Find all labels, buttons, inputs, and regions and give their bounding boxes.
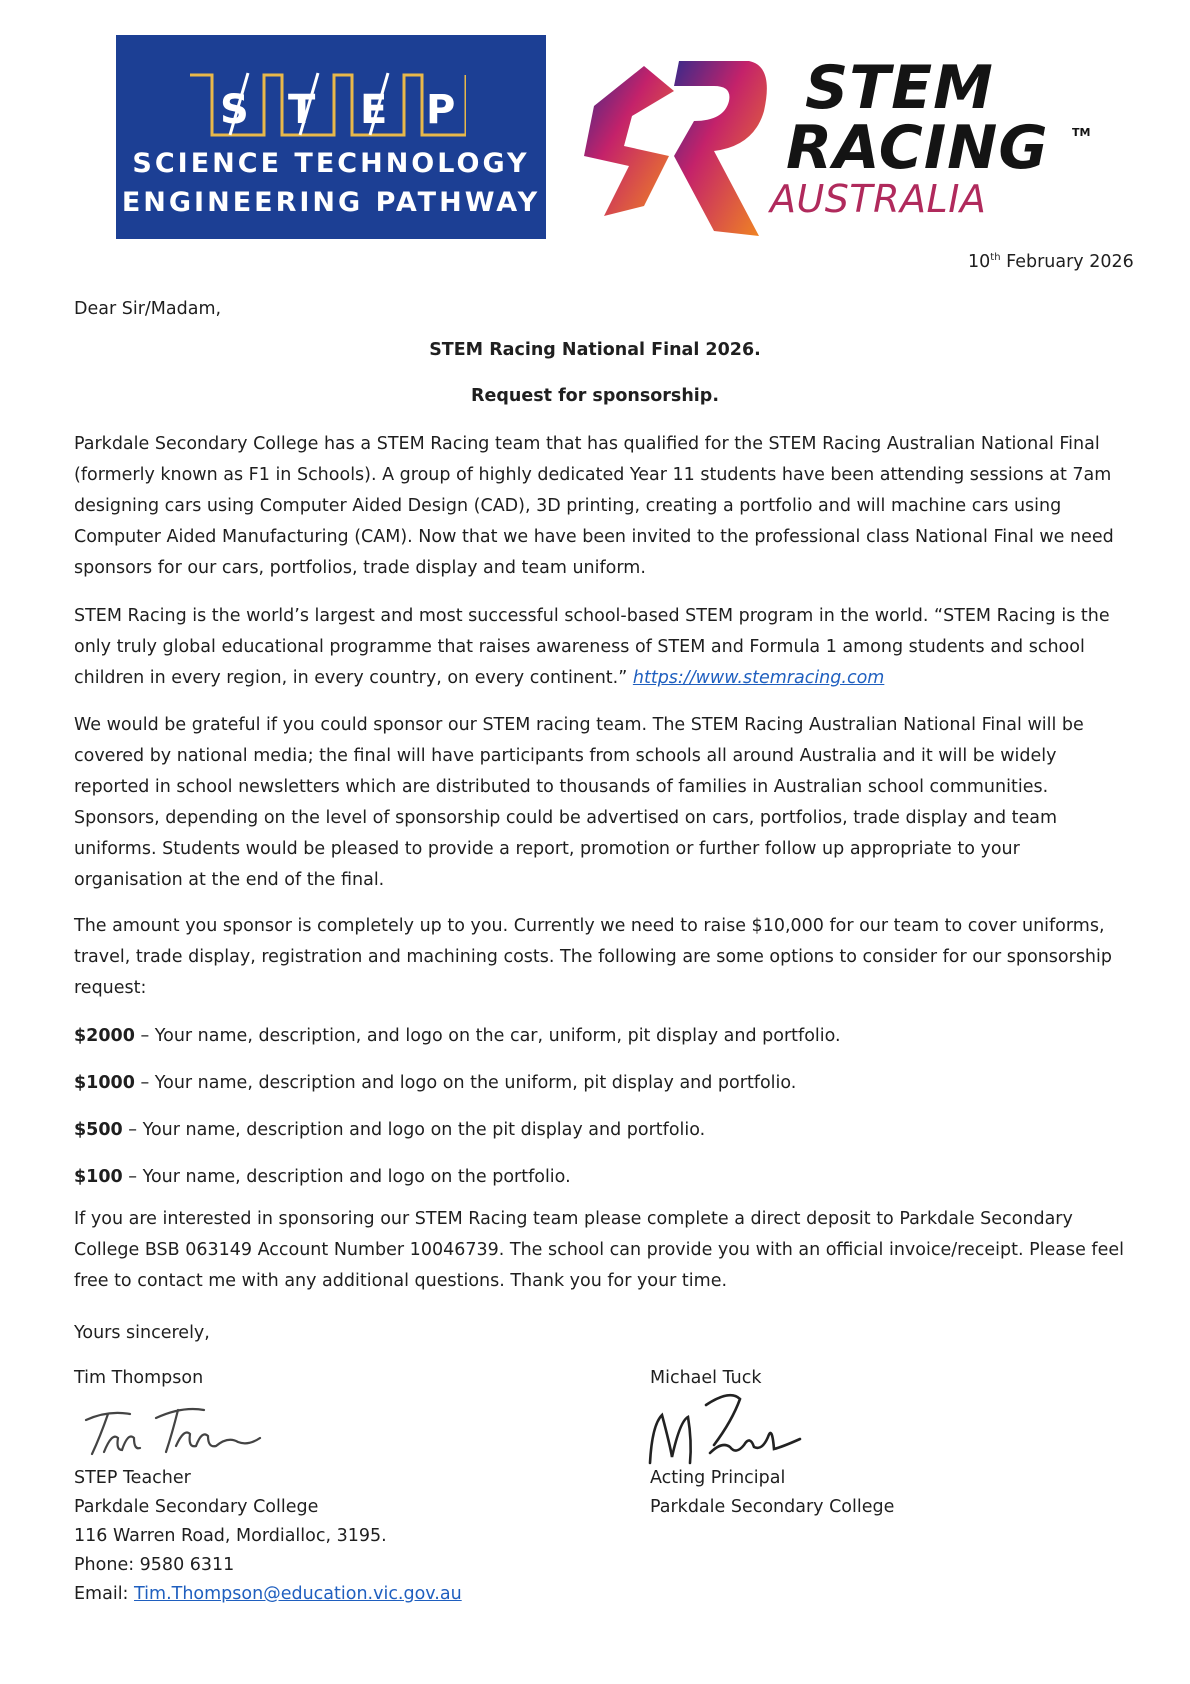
left-address: 116 Warren Road, Mordialloc, 3195. <box>74 1526 387 1546</box>
trademark-mark: TM <box>1072 126 1091 139</box>
option-text: – Your name, description and logo on the pit display and portfolio. <box>122 1120 706 1140</box>
step-letter-e: E <box>360 87 388 133</box>
option-amount: $2000 <box>74 1026 135 1046</box>
letter-title: STEM Racing National Final 2026. <box>429 340 761 360</box>
paragraph-3: We would be grateful if you could sponsor our STEM racing team. The STEM Racing Australian National Final will be covered by national media; the final will have participants from schools all around Australia and it will be widely reported in school newsletters which are distributed to thousands of families in Australian school communities. Sponsors, depending on the level of sponsorship could be advertised on cars, portfolios, trade display and team uniforms. Students would be pleased to provide a report, promotion or further follow up appropriate to your organisation at the end of the final. <box>74 715 1084 890</box>
stem-racing-emblem-icon <box>574 46 774 246</box>
date-day: 10 <box>968 252 991 272</box>
left-signatory-name: Tim Thompson <box>74 1368 204 1388</box>
step-line-1: SCIENCE TECHNOLOGY <box>132 148 530 179</box>
stemracing-link[interactable]: https://www.stemracing.com <box>632 668 885 688</box>
racing-word: RACING <box>786 113 1049 183</box>
left-email-row <box>74 1580 462 1609</box>
paragraph-5: If you are interested in sponsoring our STEM Racing team please complete a direct deposit to Parkdale Secondary College BSB 063149 Account Number 10046739. The school can provide you with an official invoice/receipt. Please feel free to contact me with any additional questions. Thank you for your time. <box>74 1209 1124 1291</box>
paragraph-1: Parkdale Secondary College has a STEM Racing team that has qualified for the STEM Racing Australian National Final (formerly known as F1 in Schools). A group of highly dedicated Year 11 students have been attending sessions at 7am designing cars using Computer Aided Design (CAD), 3D printing, creating a portfolio and will machine cars using Computer Aided Manufacturing (CAM). Now that we have been invited to the professional class National Final we need sponsors for our cars, portfolios, trade display and team uniform. <box>74 434 1114 578</box>
stem-word: STEM <box>805 53 994 123</box>
option-text: – Your name, description and logo on the uniform, pit display and portfolio. <box>134 1073 797 1093</box>
right-school: Parkdale Secondary College <box>650 1497 895 1517</box>
closing: Yours sincerely, <box>74 1323 210 1343</box>
date-suffix: th <box>990 252 1001 264</box>
email-link[interactable]: Tim.Thompson@education.vic.gov.au <box>134 1584 462 1604</box>
step-letter-t: T <box>288 87 316 133</box>
australia-word: AUSTRALIA <box>770 177 987 221</box>
email-label: Email: <box>74 1584 135 1604</box>
step-line-2: ENGINEERING PATHWAY <box>121 187 541 218</box>
sponsor-option <box>74 1021 841 1052</box>
salutation: Dear Sir/Madam, <box>74 299 222 319</box>
option-text: – Your name, description and logo on the portfolio. <box>122 1167 571 1187</box>
left-signatory-details <box>74 1464 462 1609</box>
option-amount: $500 <box>74 1120 123 1140</box>
paragraph-2-text: STEM Racing is the world’s largest and most successful school-based STEM program in the world. “STEM Racing is the only truly global educational programme that raises awareness of STEM and Formula 1 among students and school children in every region, in every country, on every continent.” <box>74 606 1110 688</box>
option-amount: $1000 <box>74 1073 135 1093</box>
sponsor-option <box>74 1115 705 1146</box>
right-signatory-name: Michael Tuck <box>650 1368 762 1388</box>
sponsor-option <box>74 1068 796 1099</box>
letter-date <box>968 247 1134 278</box>
right-signatory-details <box>650 1464 894 1522</box>
step-letter-p: P <box>426 87 456 133</box>
left-role: STEP Teacher <box>74 1468 191 1488</box>
paragraph-4: The amount you sponsor is completely up to you. Currently we need to raise $10,000 for our team to cover uniforms, travel, trade display, registration and machining costs. The following are some options to consider for our sponsorship request: <box>74 916 1112 998</box>
signature-right-icon <box>640 1385 820 1470</box>
option-amount: $100 <box>74 1167 123 1187</box>
signature-left-icon <box>78 1392 278 1462</box>
left-phone: Phone: 9580 6311 <box>74 1555 235 1575</box>
paragraph-2 <box>74 601 1134 694</box>
step-letters-graphic <box>190 69 466 139</box>
date-rest: February 2026 <box>1000 252 1134 272</box>
step-logo <box>116 35 546 239</box>
step-letter-s: S <box>220 87 249 133</box>
right-role: Acting Principal <box>650 1468 786 1488</box>
sponsor-option <box>74 1162 571 1193</box>
letter-subtitle: Request for sponsorship. <box>471 386 719 406</box>
option-text: – Your name, description, and logo on the car, uniform, pit display and portfolio. <box>134 1026 841 1046</box>
left-school: Parkdale Secondary College <box>74 1497 319 1517</box>
